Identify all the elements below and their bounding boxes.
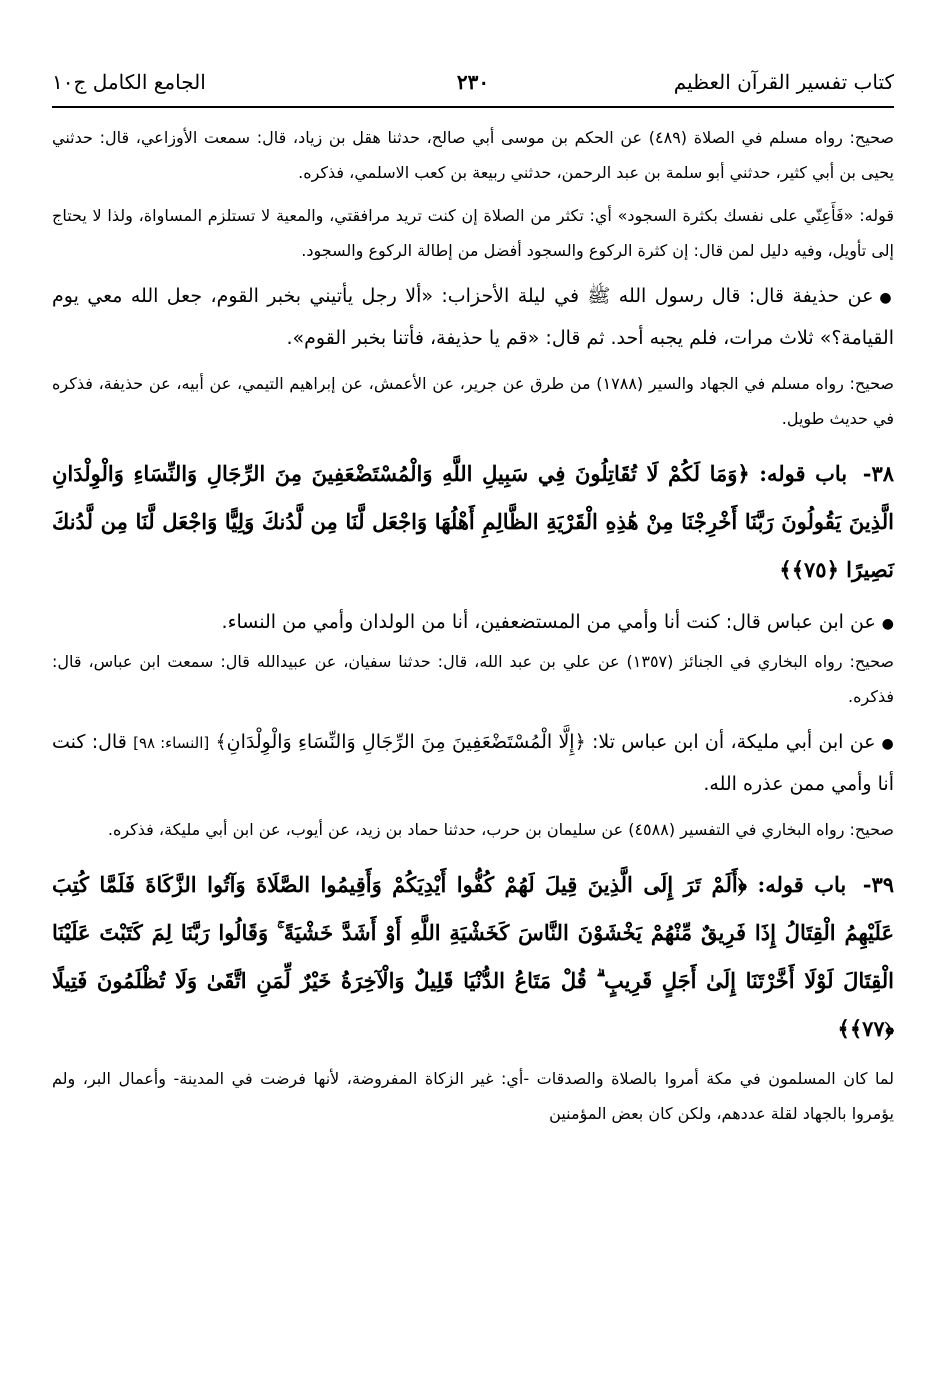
takhrij-note [52,812,894,847]
note-text: صحيح: رواه مسلم في الجهاد والسير (١٧٨٨) من طرق عن جرير، عن الأعمش، عن إبراهيم التيمي، عن أبيه، عن حذيفة، فذكره في حديث طويل. [52,374,894,428]
bullet-icon: ● [881,736,894,752]
chapter-number: ٣٩- [862,872,895,897]
note-text: صحيح: رواه البخاري في التفسير (٤٥٨٨) عن سليمان بن حرب، حدثنا حماد بن زيد، عن أيوب، عن ابن أبي مليكة، فذكره. [107,820,894,839]
hadith-tail: قال: كنت أنا وأمي ممن عذره الله. [52,731,894,795]
note-text: لما كان المسلمون في مكة أمروا بالصلاة والصدقات -أي: غير الزكاة المفروضة، لأنها فرضت في المدينة- وأعمال البر، ولم يؤمروا بالجهاد لقلة عددهم، ولكن كان بعض المؤمنين [52,1069,894,1123]
note-text: صحيح: رواه البخاري في الجنائز (١٣٥٧) عن علي بن عبد الله، قال: حدثنا سفيان، عن عبيدالله قال: سمعت ابن عباس، قال: فذكره. [52,652,894,706]
bullet-icon: ● [881,616,894,632]
series-title: الجامع الكامل ج١٠ [52,70,206,94]
hadith-paragraph [52,722,894,804]
chapter-label: باب قوله: [759,461,848,486]
book-page [52,60,894,1131]
hadith-paragraph [52,602,894,644]
takhrij-note [52,644,894,714]
book-title: كتاب تفسير القرآن العظيم [673,70,894,94]
note-text: صحيح: رواه مسلم في الصلاة (٤٨٩) عن الحكم بن موسى أبي صالح، حدثنا هقل بن زياد، قال: سمعت الأوزاعي، قال: حدثني يحيى بن أبي كثير، حدثني أبو سلمة بن عبد الرحمن، حدثني ربيعة بن كعب الاسلمي، فذكره. [52,128,895,182]
page-number: ٢٣٠ [456,70,490,94]
commentary-note [52,198,894,268]
quran-verse: ﴿وَمَا لَكُمْ لَا تُقَاتِلُونَ فِي سَبِيلِ اللَّهِ وَالْمُسْتَضْعَفِينَ مِنَ الرِّجَالِ وَالنِّسَاءِ وَالْوِلْدَانِ الَّذِينَ يَقُولُونَ رَبَّنَا أَخْرِجْنَا مِنْ هَٰذِهِ الْقَرْيَةِ الظَّالِمِ أَهْلُهَا وَاجْعَل لَّنَا مِن لَّدُنكَ وَلِيًّا وَاجْعَل لَّنَا مِن لَّدُنكَ نَصِيرًا ﴿٧٥﴾﴾ [52,461,894,582]
verse-reference: [النساء: ٩٨] [133,734,210,752]
bullet-icon: ● [879,290,895,306]
page-header [52,60,894,108]
chapter-heading [52,450,894,594]
hadith-text: عن ابن أبي مليكة، أن ابن عباس تلا: ﴿إِلَّا الْمُسْتَضْعَفِينَ مِنَ الرِّجَالِ وَالنِّسَاءِ وَالْوِلْدَانِ﴾ [215,731,876,753]
hadith-paragraph [52,276,894,358]
hadith-text: عن ابن عباس قال: كنت أنا وأمي من المستضعفين، أنا من الولدان وأمي من النساء. [221,611,876,633]
page-content [52,120,894,1131]
quran-verse: ﴿أَلَمْ تَرَ إِلَى الَّذِينَ قِيلَ لَهُمْ كُفُّوا أَيْدِيَكُمْ وَأَقِيمُوا الصَّلَاةَ وَآتُوا الزَّكَاةَ فَلَمَّا كُتِبَ عَلَيْهِمُ الْقِتَالُ إِذَا فَرِيقٌ مِّنْهُمْ يَخْشَوْنَ النَّاسَ كَخَشْيَةِ اللَّهِ أَوْ أَشَدَّ خَشْيَةً ۚ وَقَالُوا رَبَّنَا لِمَ كَتَبْتَ عَلَيْنَا الْقِتَالَ لَوْلَا أَخَّرْتَنَا إِلَىٰ أَجَلٍ قَرِيبٍ ۗ قُلْ مَتَاعُ الدُّنْيَا قَلِيلٌ وَالْآخِرَةُ خَيْرٌ لِّمَنِ اتَّقَىٰ وَلَا تُظْلَمُونَ فَتِيلًا ﴿٧٧﴾﴾ [52,872,894,1041]
takhrij-note [52,120,894,190]
takhrij-note [52,366,894,436]
chapter-heading [52,861,894,1053]
commentary-note [52,1061,894,1131]
note-text: قوله: «فَأَعِنّي على نفسك بكثرة السجود» أي: تكثر من الصلاة إن كنت تريد مرافقتي، والمعية لا تستلزم المساواة، ولذا لا يحتاج إلى تأويل، وفيه دليل لمن قال: إن كثرة الركوع والسجود أفضل من إطالة الركوع والسجود. [52,206,894,260]
chapter-number: ٣٨- [862,461,894,486]
hadith-text: عن حذيفة قال: قال رسول الله ﷺ في ليلة الأحزاب: «ألا رجل يأتيني بخبر القوم، جعل الله معي يوم القيامة؟» ثلاث مرات، فلم يجبه أحد. ثم قال: «قم يا حذيفة، فأتنا بخبر القوم». [52,285,894,349]
chapter-label: باب قوله: [757,872,847,897]
